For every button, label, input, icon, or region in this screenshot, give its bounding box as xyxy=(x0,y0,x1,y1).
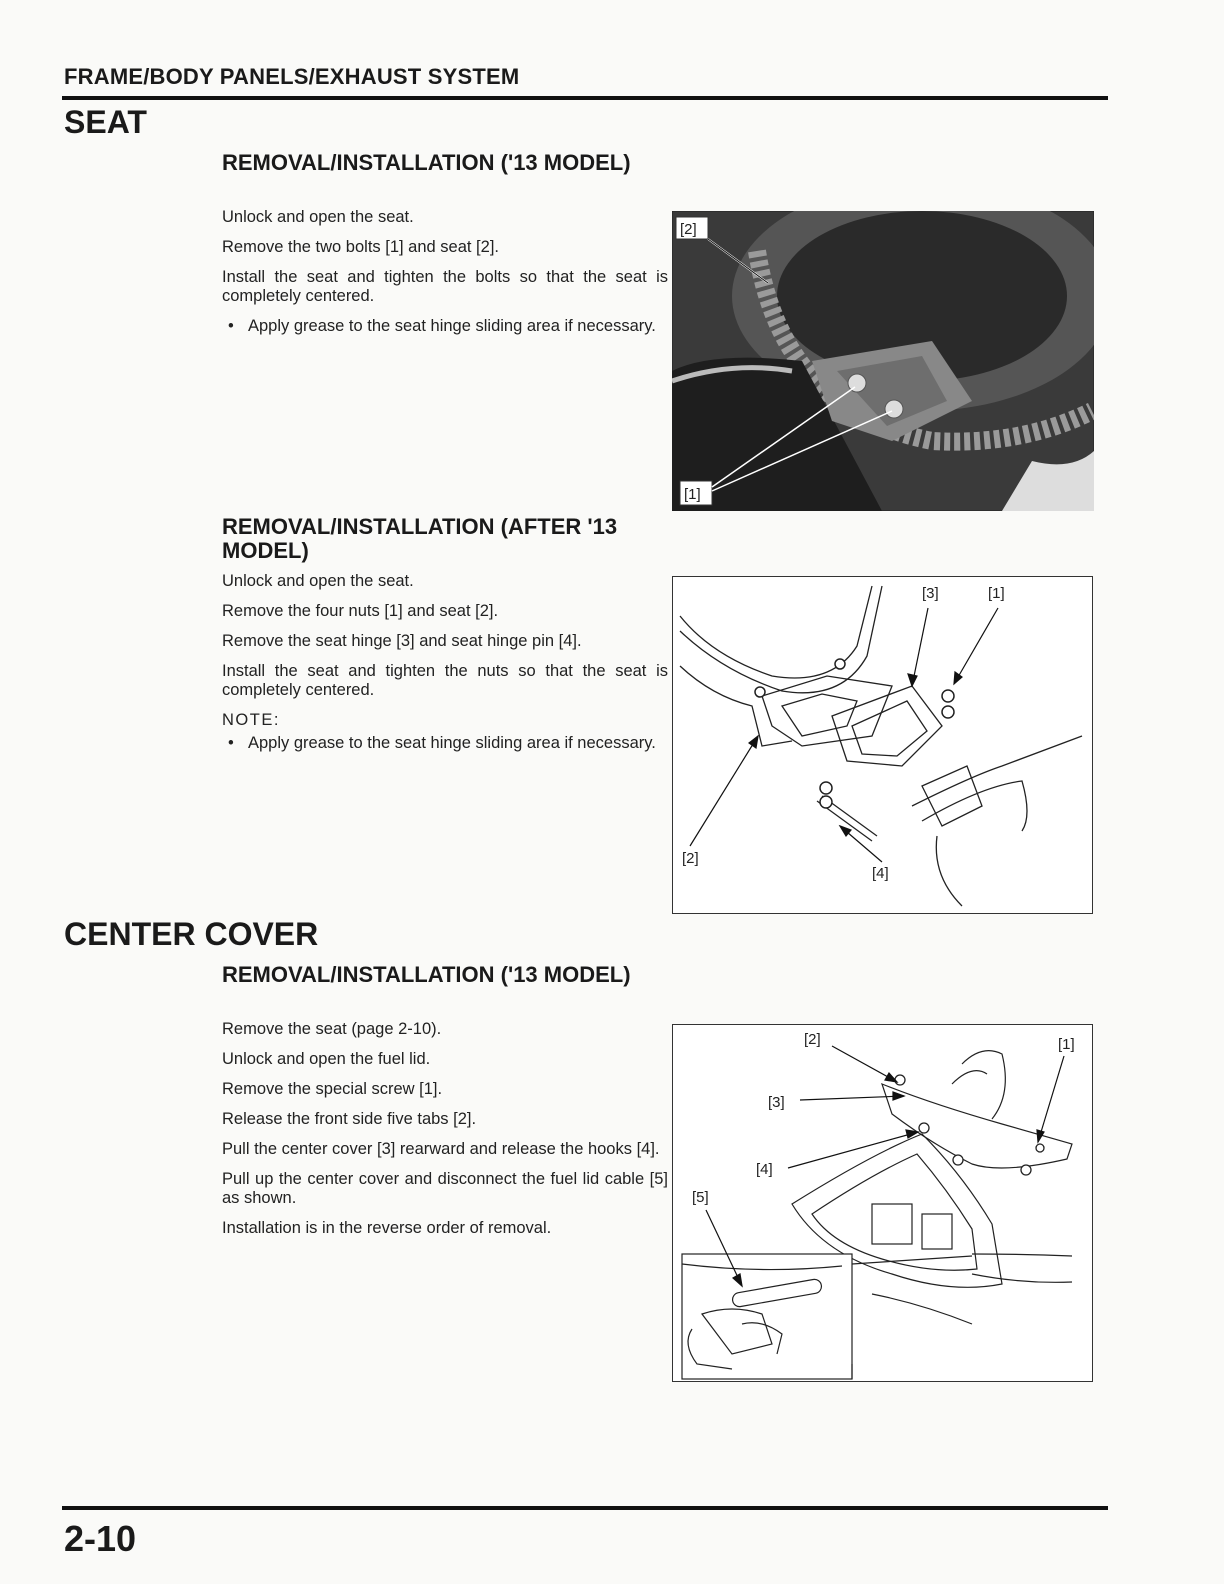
step-text: Remove the two bolts [1] and seat [2]. xyxy=(222,238,499,256)
section-title-center-cover: CENTER COVER xyxy=(64,916,319,952)
label-2: [2] xyxy=(682,850,699,867)
step-text: Unlock and open the seat. xyxy=(222,572,414,590)
step-text: Release the front side five tabs [2]. xyxy=(222,1110,477,1128)
step-text: Remove the four nuts [1] and seat [2]. xyxy=(222,602,499,620)
subsection-title: REMOVAL/INSTALLATION ('13 MODEL) xyxy=(222,962,631,987)
center-cover-diagram xyxy=(672,1024,1093,1382)
label-1: [1] xyxy=(1058,1036,1075,1053)
procedure-text xyxy=(222,572,668,764)
header-rule xyxy=(62,96,1108,100)
label-4: [4] xyxy=(756,1161,773,1178)
subsection-title: REMOVAL/INSTALLATION (AFTER '13 MODEL) xyxy=(222,514,618,563)
label-1: [1] xyxy=(988,585,1005,602)
label-5: [5] xyxy=(692,1189,709,1206)
step-text: Remove the seat (page 2-10). xyxy=(222,1020,442,1038)
seat-photo-figure xyxy=(672,211,1094,511)
bullet-text: • Apply grease to the seat hinge sliding area if necessary. xyxy=(222,734,668,753)
label-2: [2] xyxy=(804,1031,821,1048)
label-3: [3] xyxy=(922,585,939,602)
procedure-text xyxy=(222,1020,668,1249)
subsection-title: REMOVAL/INSTALLATION ('13 MODEL) xyxy=(222,150,631,175)
page-number: 2-10 xyxy=(64,1518,137,1559)
step-text: Install the seat and tighten the nuts so that the seat is completely centered. xyxy=(222,662,668,699)
procedure-text xyxy=(222,208,668,347)
step-text: Remove the special screw [1]. xyxy=(222,1080,443,1098)
step-text: Pull the center cover [3] rearward and release the hooks [4]. xyxy=(222,1140,660,1158)
step-text: Unlock and open the fuel lid. xyxy=(222,1050,431,1068)
step-text: Unlock and open the seat. xyxy=(222,208,414,226)
note-label: NOTE: xyxy=(222,711,280,729)
section-title-seat: SEAT xyxy=(64,104,147,140)
seat-hinge-diagram xyxy=(672,576,1093,914)
footer-rule xyxy=(62,1506,1108,1510)
step-text: Installation is in the reverse order of removal. xyxy=(222,1219,552,1237)
label-3: [3] xyxy=(768,1094,785,1111)
bullet-text: • Apply grease to the seat hinge sliding area if necessary. xyxy=(222,317,668,336)
step-text: Install the seat and tighten the bolts so that the seat is completely centered. xyxy=(222,268,668,305)
chapter-title: FRAME/BODY PANELS/EXHAUST SYSTEM xyxy=(64,64,520,89)
label-1: [1] xyxy=(684,486,701,503)
label-4: [4] xyxy=(872,865,889,882)
label-2: [2] xyxy=(680,221,697,238)
step-text: Pull up the center cover and disconnect the fuel lid cable [5] as shown. xyxy=(222,1170,668,1207)
step-text: Remove the seat hinge [3] and seat hinge pin [4]. xyxy=(222,632,582,650)
